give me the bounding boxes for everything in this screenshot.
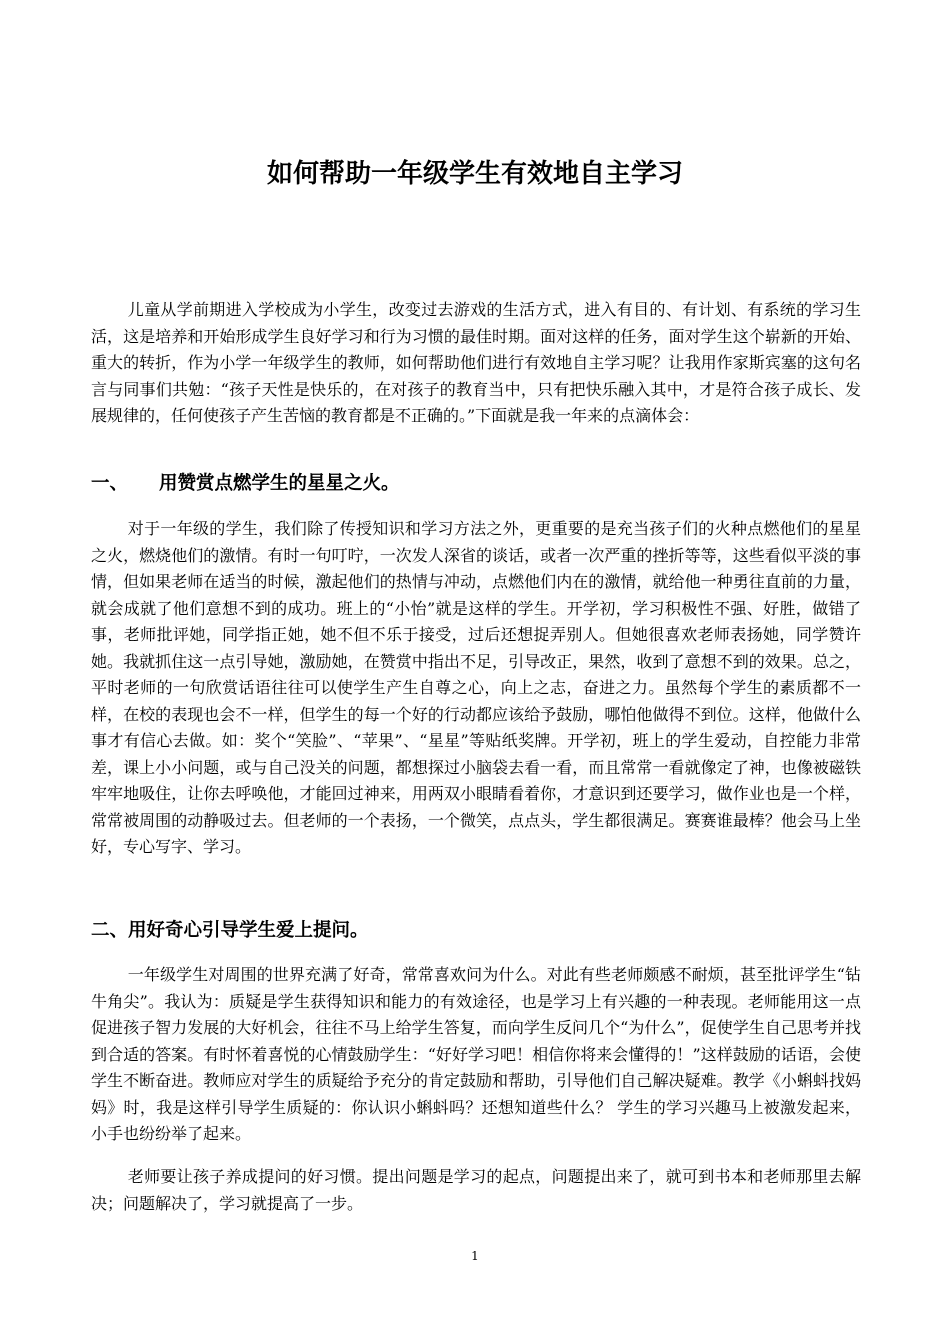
section-1-paragraph: 对于一年级的学生，我们除了传授知识和学习方法之外，更重要的是充当孩子们的火种点燃他们的星星之火，燃烧他们的激情。有时一句叮咛，一次发人深省的谈话，或者一次严重的挫折等等，这些看似平淡的事情，但如果老师在适当的时候，激起他们的热情与冲动，点燃他们内在的激情，就给他一种勇往直前的力量，就会成就了他们意想不到的成功。班上的“小怡”就是这样的学生。开学初，学习积极性不强、好胜，做错了事，老师批评她，同学指正她，她不但不乐于接受，过后还想捉弄别人。但她很喜欢老师表扬她，同学赞许她。我就抓住这一点引导她，激励她，在赞赏中指出不足，引导改正，果然，收到了意想不到的效果。总之，平时老师的一句欣赏话语往往可以使学生产生自尊之心，向上之志，奋进之力。虽然每个学生的素质都不一样，在校的表现也会不一样，但学生的每一个好的行动都应该给予鼓励，哪怕他做得不到位。这样，他做什么事才有信心去做。如：奖个“笑脸”、“苹果”、“星星”等贴纸奖牌。开学初，班上的学生爱动，自控能力非常差，课上小小问题，或与自己没关的问题，都想探过小脑袋去看一看，而且常常一看就像定了神，也像被磁铁牢牢地吸住，让你去呼唤他，才能回过神来，用两双小眼睛看着你，才意识到还要学习，做作业也是一个样，常常被周围的动静吸过去。但老师的一个表扬，一个微笑，点点头，学生都很满足。赛赛谁最棒？他会马上坐好，专心写字、学习。 [91, 519, 861, 856]
section-2-heading: 二、用好奇心引导学生爱上提问。 [91, 920, 369, 941]
section-1-title: 用赞赏点燃学生的星星之火。 [159, 473, 400, 494]
document-title: 如何帮助一年级学生有效地自主学习 [266, 159, 683, 189]
section-1-number: 一、 [91, 473, 129, 494]
section-1-heading [91, 470, 861, 498]
intro-paragraph: 儿童从学前期进入学校成为小学生，改变过去游戏的生活方式，进入有目的、有计划、有系统的学习生活，这是培养和开始形成学生良好学习和行为习惯的最佳时期。面对这样的任务，面对学生这个崭新的开始、重大的转折，作为小学一年级学生的教师，如何帮助他们进行有效地自主学习呢？让我用作家斯宾塞的这句名言与同事们共勉：“孩子天性是快乐的，在对孩子的教育当中，只有把快乐融入其中，才是符合孩子成长、发展规律的，任何使孩子产生苦恼的教育都是不正确的。”下面就是我一年来的点滴体会： [91, 300, 861, 425]
section-2-paragraph-2: 老师要让孩子养成提问的好习惯。提出问题是学习的起点，问题提出来了，就可到书本和老师那里去解决；问题解决了，学习就提高了一步。 [91, 1167, 861, 1213]
section-2-paragraph-1: 一年级学生对周围的世界充满了好奇，常常喜欢问为什么。对此有些老师颇感不耐烦，甚至批评学生“钻牛角尖”。我认为：质疑是学生获得知识和能力的有效途径，也是学习上有兴趣的一种表现。老师能用这一点促进孩子智力发展的大好机会，往往不马上给学生答复，而向学生反问几个“为什么”，促使学生自己思考并找到合适的答案。有时怀着喜悦的心情鼓励学生：“好好学习吧！相信你将来会懂得的！”这样鼓励的话语，会使学生不断奋进。教师应对学生的质疑给予充分的肯定鼓励和帮助，引导他们自己解决疑难。教学《小蝌蚪找妈妈》时，我是这样引导学生质疑的：你认识小蝌蚪吗？还想知道些什么？ 学生的学习兴趣马上被激发起来，小手也纷纷举了起来。 [91, 965, 861, 1143]
page-number: 1 [471, 1249, 479, 1263]
